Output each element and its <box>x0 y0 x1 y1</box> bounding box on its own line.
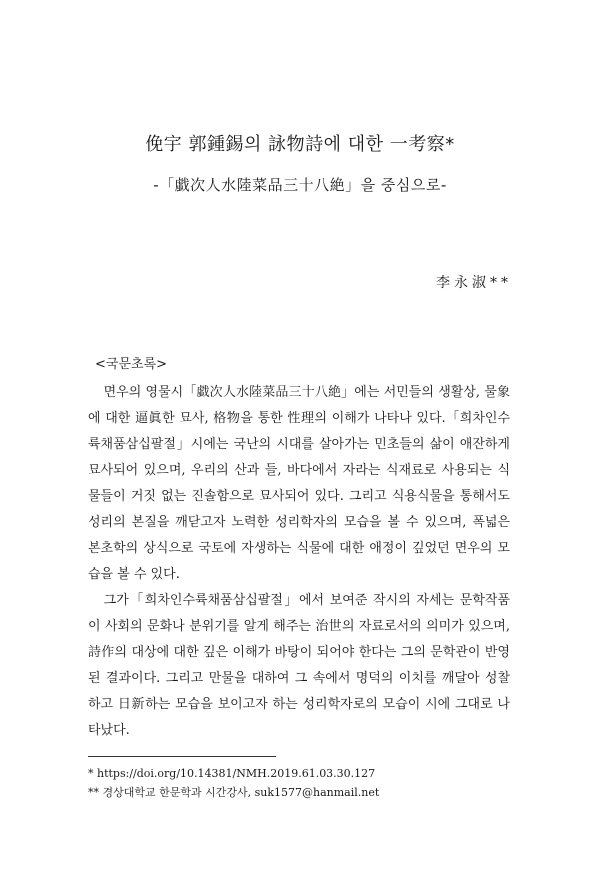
footnote-doi: * https://doi.org/10.14381/NMH.2019.61.03.30.127 <box>88 767 376 780</box>
paper-title: 俛宇 郭鍾錫의 詠物詩에 대한 一考察* <box>145 134 455 155</box>
abstract-paragraph: 면우의 영물시「戱次人水陸菜品三十八絶」에는 서민들의 생활상, 물象에 대한 逼眞한 묘사, 格物을 통한 性理의 이해가 나타나 있다.「희차인수륙채품삼십팔절」시에는 국난의 시대를 살아가는 민초들의 삶이 애잔하게 묘사되어 있으며, 우리의 산과 들, 바다에서 자라는 식재료로 사용되는 식물들이 거짓 없는 진솔함으로 묘사되어 있다. 그리고 식용식물을 통해서도 성리의 본질을 깨닫고자 노력한 성리학자의 모습을 볼 수 있으며, 폭넓은 본초학의 상식으로 국토에 자생하는 식물에 대한 애정이 깊었던 면우의 모습을 볼 수 있다. <box>88 385 510 582</box>
footnote-author-affiliation: ** 경상대학교 한문학과 시간강사, suk1577@hanmail.net <box>88 786 380 799</box>
paper-subtitle: -「戱次人水陸菜品三十八絶」을 중심으로- <box>153 176 447 194</box>
abstract-paragraph: 그가「희차인수륙채품삼십팔절」에서 보여준 작시의 자세는 문학작품이 사회의 문화나 분위기를 알게 해주는 治世의 자료로서의 의미가 있으며, 詩作의 대상에 대한 깊은 이해가 바탕이 되어야 한다는 그의 문학관이 반영된 결과이다. 그리고 만물을 대하여 그 속에서 명덕의 이치를 깨달아 성찰하고 日新하는 모습을 보이고자 하는 성리학자로의 모습이 시에 그대로 나타났다. <box>88 593 510 738</box>
footnotes <box>88 764 518 802</box>
author-name: 李永淑** <box>436 275 512 291</box>
abstract-body <box>88 380 510 744</box>
footnote-divider <box>88 756 276 757</box>
abstract-heading: <국문초록> <box>95 357 168 372</box>
